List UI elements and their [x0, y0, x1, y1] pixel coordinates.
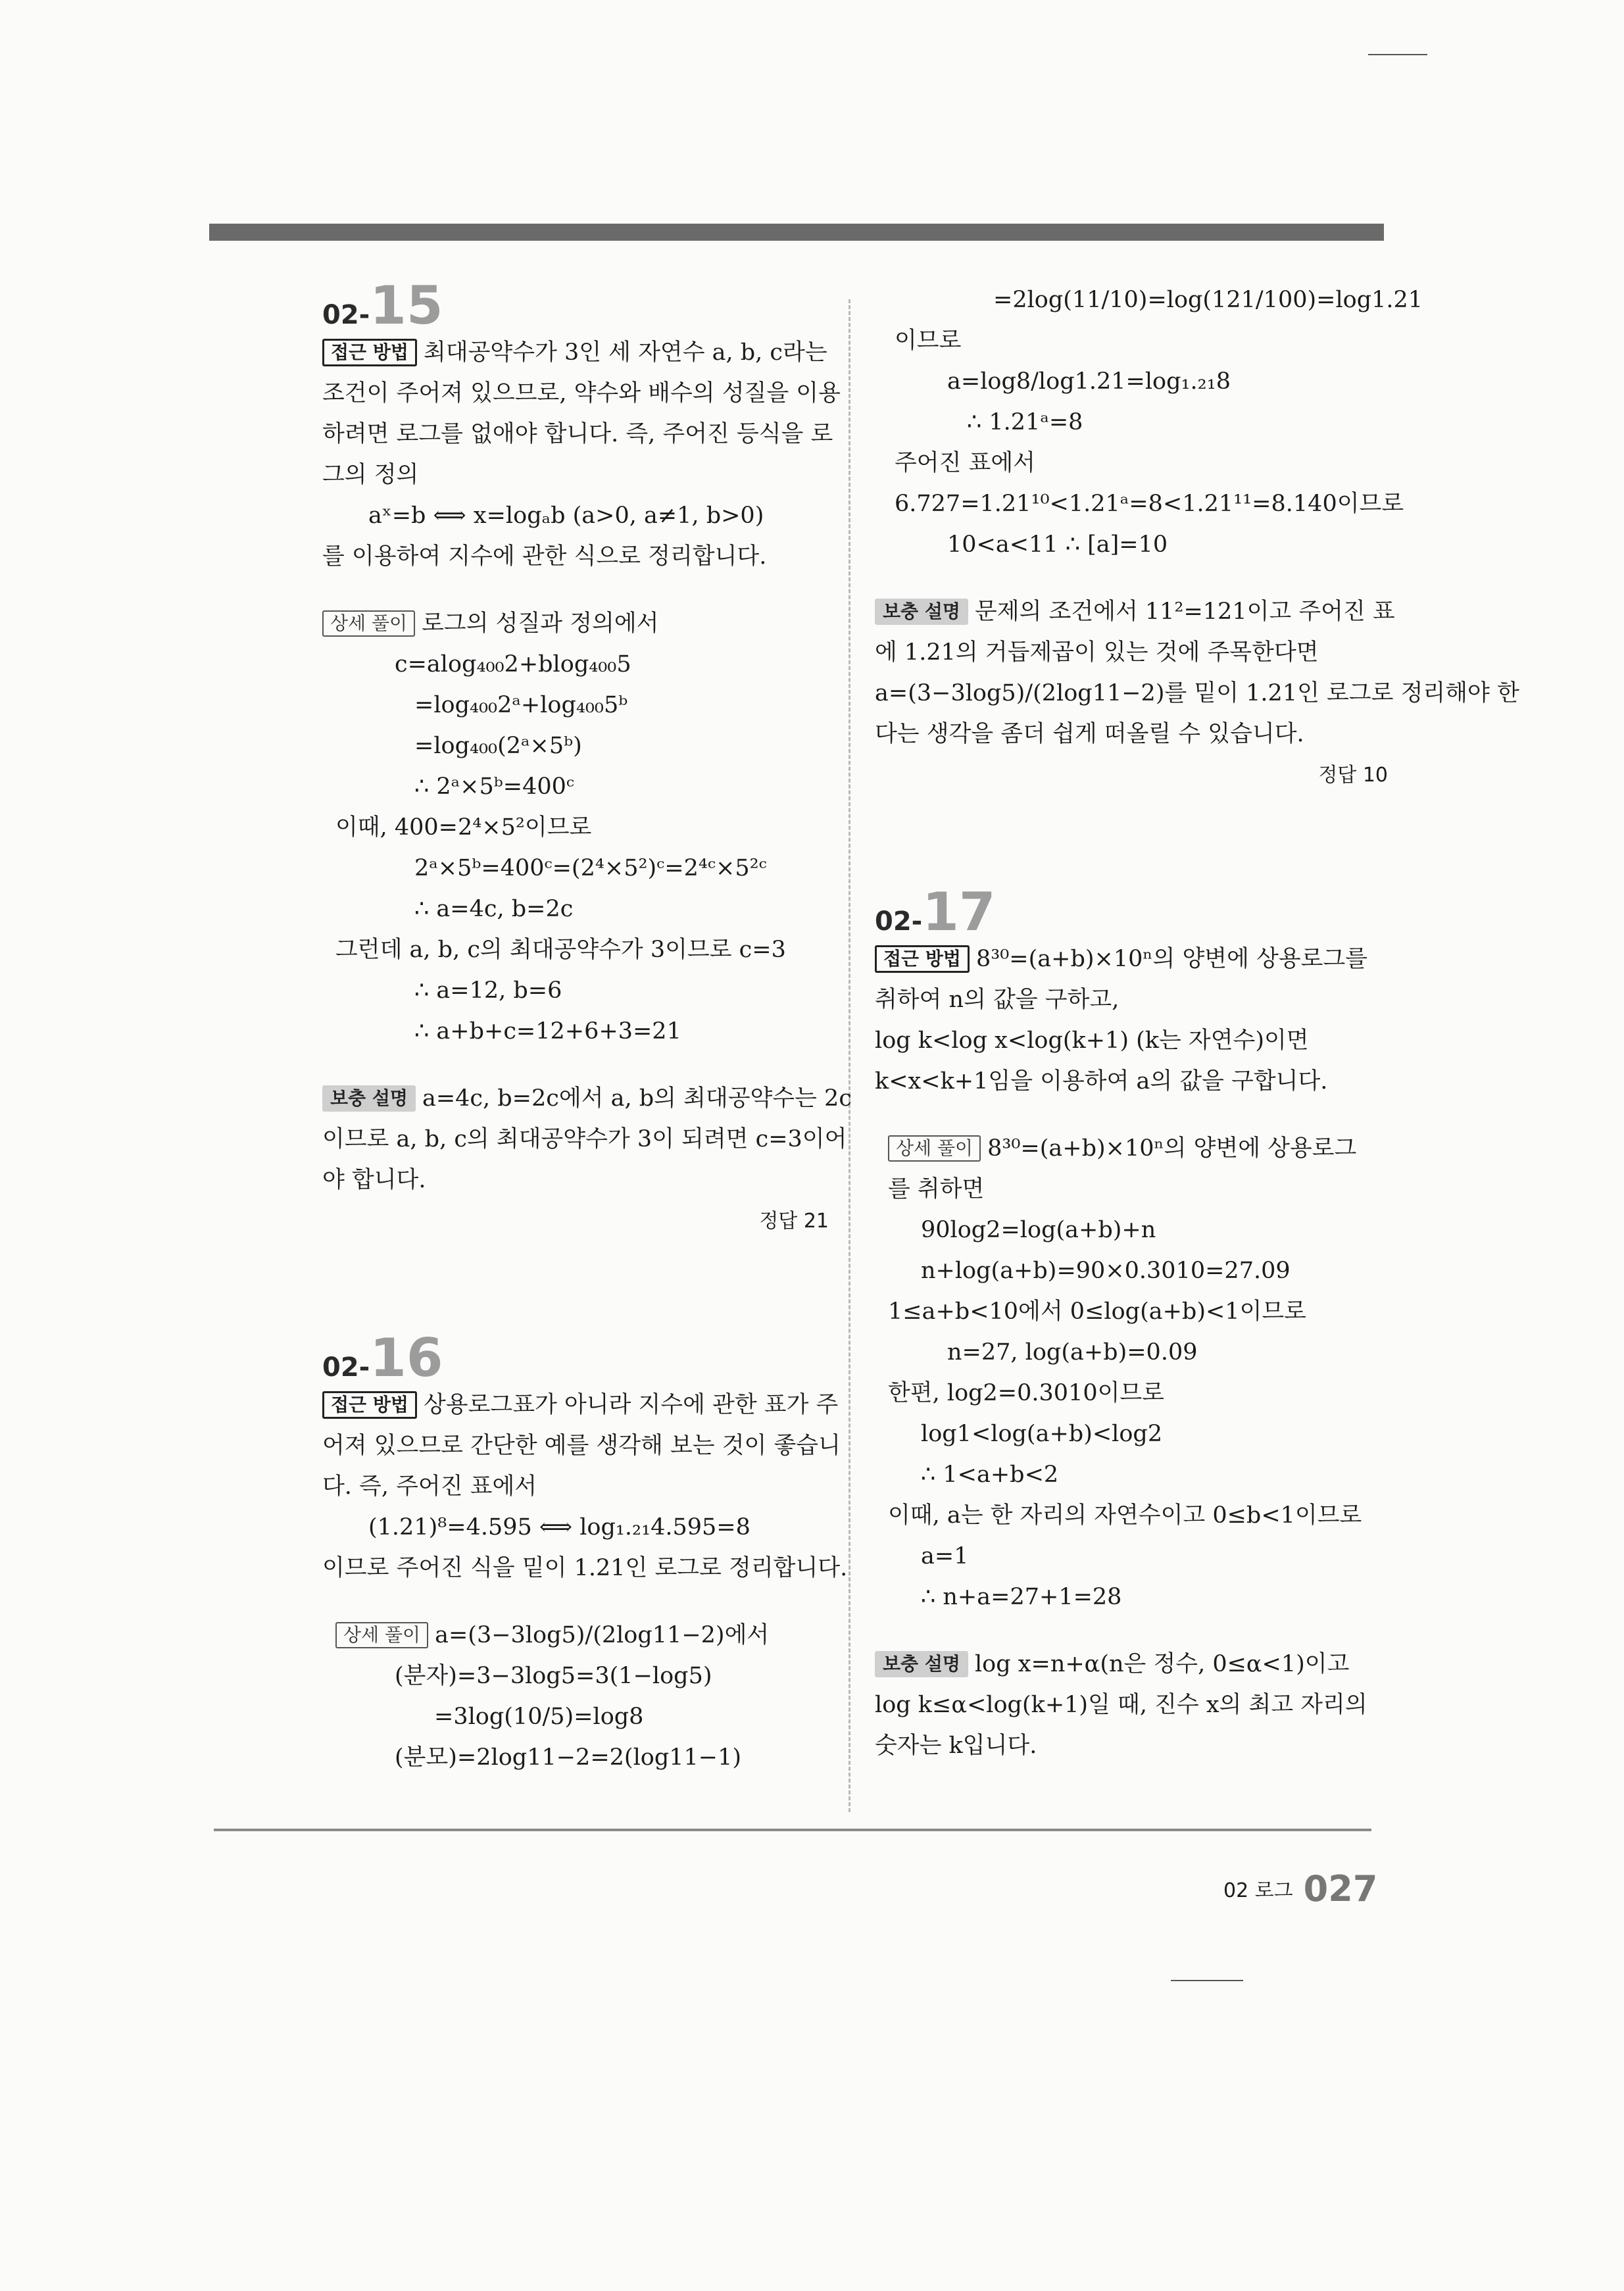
text-line: 조건이 주어져 있으므로, 약수와 배수의 성질을 이용 — [322, 380, 841, 406]
text-line: 상용로그표가 아니라 지수에 관한 표가 주 — [423, 1392, 839, 1418]
formula-line: (1.21)⁸=4.595 ⟺ log₁.₂₁4.595=8 — [368, 1514, 750, 1540]
formula-line: n+log(a+b)=90×0.3010=27.09 — [921, 1258, 1291, 1284]
formula-line: 10<a<11 ∴ [a]=10 — [947, 531, 1168, 558]
problem-number-17: 02-17 — [875, 881, 996, 943]
formula-line: a=(3−3log5)/(2log11−2)에서 — [435, 1622, 770, 1648]
text-line: 8³⁰=(a+b)×10ⁿ의 양변에 상용로그 — [987, 1135, 1357, 1162]
formula-line: ∴ a+b+c=12+6+3=21 — [414, 1018, 681, 1045]
formula-line: n=27, log(a+b)=0.09 — [947, 1339, 1198, 1366]
text-line: 다. 즉, 주어진 표에서 — [322, 1473, 537, 1500]
text-line: 취하여 n의 값을 구하고, — [875, 987, 1120, 1013]
text-line: log k≤α<log(k+1)일 때, 진수 x의 최고 자리의 — [875, 1692, 1367, 1718]
extra-tag: 보충 설명 — [322, 1085, 416, 1112]
detail-tag: 상세 풀이 — [888, 1135, 981, 1162]
formula-line: ∴ 1<a+b<2 — [921, 1462, 1059, 1488]
footer-rule — [214, 1829, 1371, 1831]
right-column — [875, 280, 1519, 1766]
text-line: a=(3−3log5)/(2log11−2)를 밑이 1.21인 로그로 정리해야 한 — [875, 680, 1519, 706]
text-line: a=4c, b=2c에서 a, b의 최대공약수는 2c — [422, 1085, 852, 1112]
formula-line: aˣ=b ⟺ x=logₐb (a>0, a≠1, b>0) — [368, 503, 764, 529]
page-number: 027 — [1303, 1868, 1378, 1909]
formula-line: ∴ a=4c, b=2c — [414, 896, 574, 922]
approach-tag: 접근 방법 — [322, 339, 417, 366]
text-line: 야 합니다. — [322, 1167, 426, 1193]
formula-line: ∴ 2ᵃ×5ᵇ=400ᶜ — [414, 774, 575, 800]
text-line: 8³⁰=(a+b)×10ⁿ의 양변에 상용로그를 — [975, 946, 1368, 972]
formula-line: 6.727=1.21¹⁰<1.21ᵃ=8<1.21¹¹=8.140이므로 — [895, 491, 1404, 517]
text-line: 주어진 표에서 — [895, 450, 1035, 476]
scan-mark — [1171, 1980, 1243, 1981]
extra-tag: 보충 설명 — [875, 1651, 968, 1677]
text-line: log x=n+α(n은 정수, 0≤α<1)이고 — [974, 1651, 1350, 1677]
formula-line: 2ᵃ×5ᵇ=400ᶜ=(2⁴×5²)ᶜ=2⁴ᶜ×5²ᶜ — [414, 855, 767, 881]
approach-tag: 접근 방법 — [322, 1391, 417, 1419]
formula-line: =3log(10/5)=log8 — [434, 1704, 644, 1730]
column-divider — [849, 299, 850, 1812]
text-line: 이때, a는 한 자리의 자연수이고 0≤b<1이므로 — [888, 1502, 1362, 1529]
left-column — [322, 275, 852, 1778]
formula-line: log1<log(a+b)<log2 — [921, 1421, 1163, 1447]
formula-line: ∴ n+a=27+1=28 — [921, 1584, 1122, 1610]
extra-tag: 보충 설명 — [875, 599, 968, 625]
text-line: 어져 있으므로 간단한 예를 생각해 보는 것이 좋습니 — [322, 1433, 841, 1459]
detail-tag: 상세 풀이 — [322, 610, 415, 637]
text-line: 숫자는 k입니다. — [875, 1733, 1037, 1759]
formula-line: 90log2=log(a+b)+n — [921, 1217, 1156, 1243]
formula-line: =log₄₀₀2ᵃ+log₄₀₀5ᵇ — [414, 692, 628, 718]
formula-line: =2log(11/10)=log(121/100)=log1.21 — [993, 287, 1423, 313]
text-line: log k<log x<log(k+1) (k는 자연수)이면 — [875, 1027, 1309, 1054]
text-line: 이므로 a, b, c의 최대공약수가 3이 되려면 c=3이어 — [322, 1126, 847, 1152]
text-line: 최대공약수가 3인 세 자연수 a, b, c라는 — [423, 339, 827, 366]
problem-number-16: 02-16 — [322, 1327, 443, 1389]
formula-line: a=1 — [921, 1543, 969, 1569]
text-line: 한편, log2=0.3010이므로 — [888, 1380, 1165, 1406]
answer: 정답 10 — [1318, 764, 1388, 787]
header-bar — [209, 224, 1384, 241]
formula-line: (분모)=2log11−2=2(log11−1) — [395, 1744, 742, 1771]
approach-tag: 접근 방법 — [875, 945, 970, 973]
formula-line: 1≤a+b<10에서 0≤log(a+b)<1이므로 — [888, 1298, 1306, 1325]
formula-line: ∴ a=12, b=6 — [414, 977, 562, 1004]
problem-number-15: 02-15 — [322, 275, 443, 336]
answer: 정답 21 — [759, 1210, 829, 1233]
text-line: 그의 정의 — [322, 462, 419, 488]
text-line: 를 이용하여 지수에 관한 식으로 정리합니다. — [322, 543, 767, 570]
formula-line: c=alog₄₀₀2+blog₄₀₀5 — [395, 651, 631, 677]
text-line: 이때, 400=2⁴×5²이므로 — [335, 814, 592, 841]
formula-line: =log₄₀₀(2ᵃ×5ᵇ) — [414, 733, 582, 759]
text-line: 문제의 조건에서 11²=121이고 주어진 표 — [974, 599, 1395, 625]
formula-line: (분자)=3−3log5=3(1−log5) — [395, 1663, 712, 1689]
text-line: 로그의 성질과 정의에서 — [422, 610, 659, 637]
text-line: 이므로 — [895, 328, 962, 354]
page-footer — [1223, 1868, 1377, 1909]
formula-line: a=log8/log1.21=log₁.₂₁8 — [947, 368, 1231, 395]
text-line: 그런데 a, b, c의 최대공약수가 3이므로 c=3 — [335, 937, 786, 963]
detail-tag: 상세 풀이 — [335, 1622, 428, 1648]
text-line: 다는 생각을 좀더 쉽게 떠올릴 수 있습니다. — [875, 721, 1304, 747]
text-line: 를 취하면 — [888, 1176, 985, 1202]
scan-mark — [1368, 54, 1427, 55]
text-line: 하려면 로그를 없애야 합니다. 즉, 주어진 등식을 로 — [322, 421, 833, 447]
text-line: k<x<k+1임을 이용하여 a의 값을 구합니다. — [875, 1068, 1328, 1095]
formula-line: ∴ 1.21ᵃ=8 — [967, 409, 1083, 435]
text-line: 이므로 주어진 식을 밑이 1.21인 로그로 정리합니다. — [322, 1555, 848, 1581]
text-line: 에 1.21의 거듭제곱이 있는 것에 주목한다면 — [875, 639, 1319, 666]
chapter-label: 02 로그 — [1223, 1879, 1293, 1902]
